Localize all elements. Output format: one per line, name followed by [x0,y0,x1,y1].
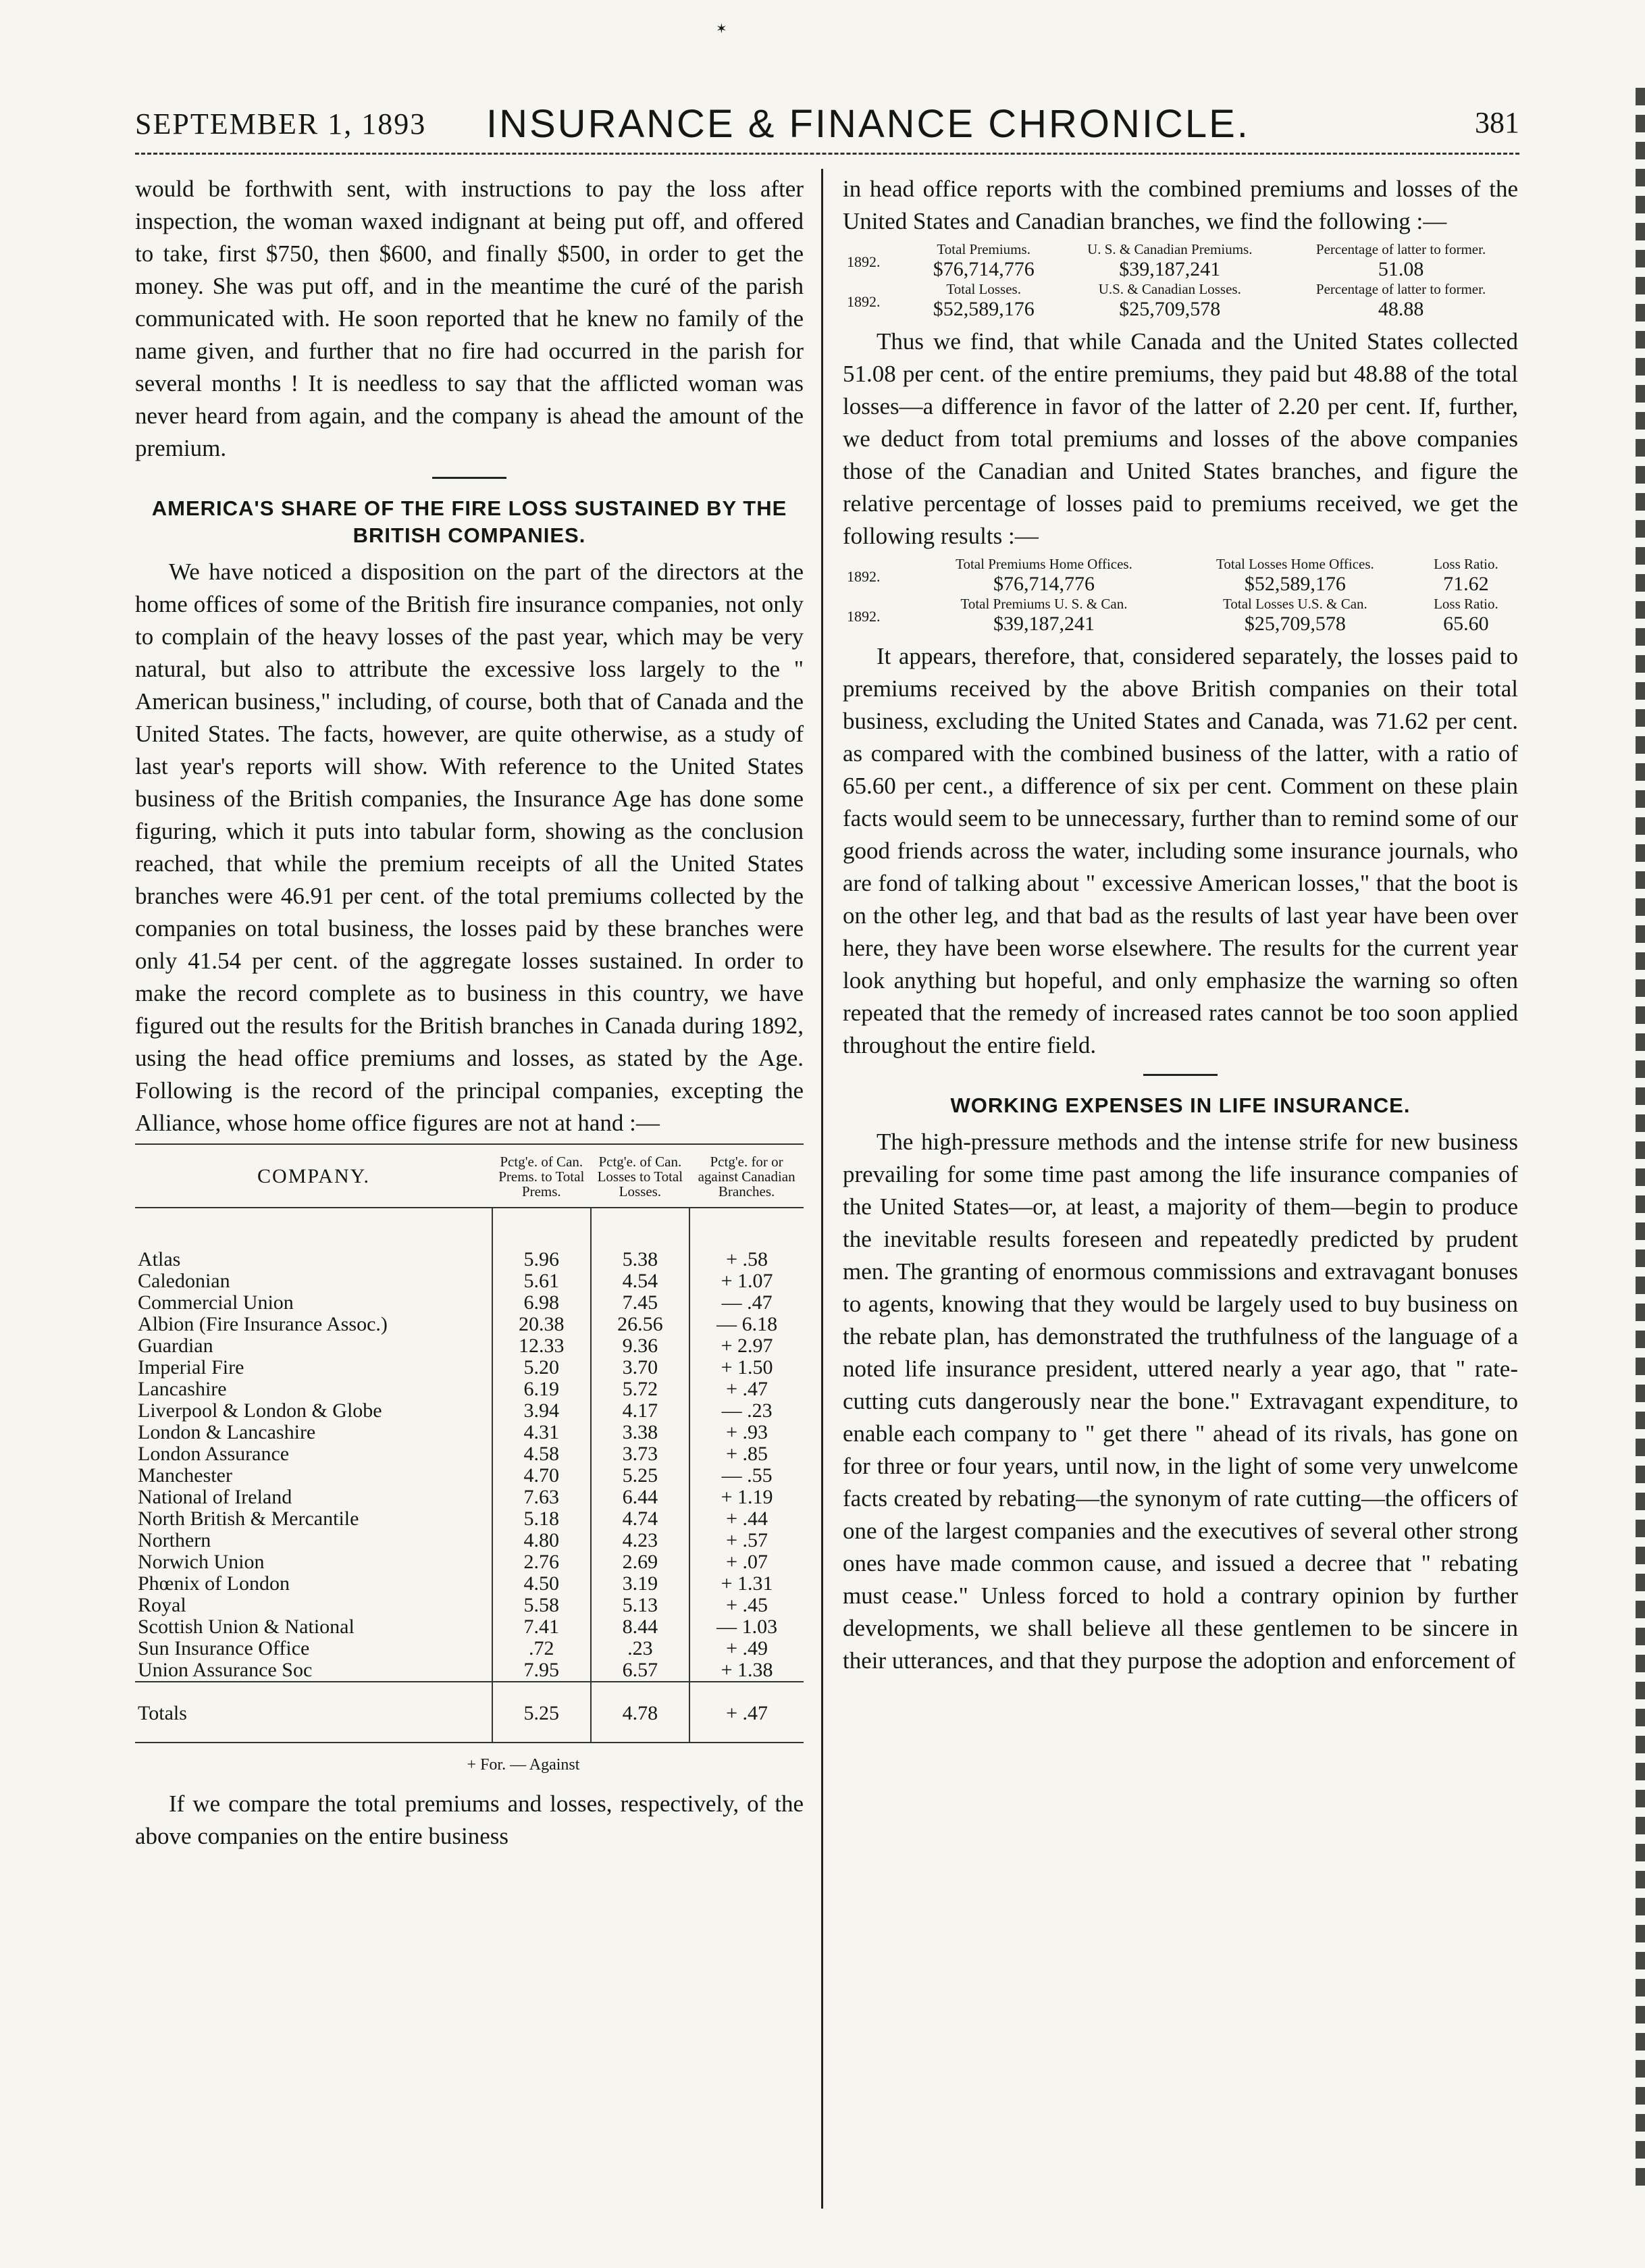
pct-for-against: + .49 [689,1638,804,1659]
pct-can-losses: 4.74 [591,1508,690,1530]
row-year: 1892. [847,567,881,585]
pct-can-prems: 4.58 [492,1443,591,1465]
totals-losses: 4.78 [591,1682,690,1743]
pct-can-losses: 26.56 [591,1314,690,1335]
pct-for-against: + .44 [689,1508,804,1530]
company-name: Northern [138,1529,211,1551]
pct-can-prems: 6.98 [492,1292,591,1314]
row-value: $25,709,578 [1244,613,1346,635]
company-name: North British & Mercantile [138,1507,359,1530]
table-row [135,1659,804,1682]
section-rule [432,477,506,479]
row-label: Total Premiums. [937,241,1030,257]
table-row [135,1357,804,1378]
row-value: $52,589,176 [933,298,1035,320]
table-row [135,1616,804,1638]
pct-can-prems: 5.20 [492,1357,591,1378]
appears-paragraph: It appears, therefore, that, considered separately, the losses paid to premiums received by the above British companies on their total business, excluding the United States and Canada, was 71.62 per cent. as compared with the combined business of the latter, with a ratio of 65.60 per cent., a difference of six per cent. Comment on these plain facts would seem to be unnecessary, further than to remind some of our good friends across the water, including some insurance journals, who are fond of talking about " excessive American losses," that the boot is on the other leg, and that bad as the results of last year have been over here, they have been worse elsewhere. The results for the current year look anything but hopeful, and only emphasize the warning so often repeated that the remedy of increased rates cannot be too soon applied throughout the entire field. [843,643,1518,1058]
company-name: Commercial Union [138,1291,294,1314]
table-row [135,1530,804,1551]
row-value: $39,187,241 [993,613,1095,635]
pct-for-against: + 1.31 [689,1573,804,1595]
pct-for-against: + .47 [689,1378,804,1400]
pct-can-prems: 7.41 [492,1616,591,1638]
pct-for-against: — .55 [689,1465,804,1487]
pct-for-against: — .23 [689,1400,804,1422]
pct-can-prems: 20.38 [492,1314,591,1335]
pct-can-losses: 7.45 [591,1292,690,1314]
table-row [135,1422,804,1443]
company-name: Liverpool & London & Globe [138,1399,382,1422]
totals-label: Totals [135,1682,492,1743]
row-label: Total Premiums Home Offices. [956,556,1132,572]
premiums-losses-table [843,242,1518,321]
row-label: Loss Ratio. [1434,596,1498,612]
pct-can-losses: 3.19 [591,1573,690,1595]
pct-can-prems: 6.19 [492,1378,591,1400]
page-header [135,101,1519,149]
row-value: 48.88 [1378,298,1424,320]
thus-paragraph: Thus we find, that while Canada and the United States collected 51.08 per cent. of the entire premiums, they paid but 48.88 of the total losses—a difference in favor of the latter of 2.20 per cent. If, further, we deduct from total premiums and losses of the above companies those of the Canadian and United States branches, and figure the relative percentage of losses paid to premiums received, we get the following results :— [843,328,1518,549]
company-name: Royal [138,1594,186,1616]
left-column [135,173,804,1853]
pct-can-losses: 8.44 [591,1616,690,1638]
row-label: Percentage of latter to former. [1315,281,1486,297]
article-heading: AMERICA'S SHARE OF THE FIRE LOSS SUSTAINED BY THE BRITISH COMPANIES. [151,496,787,547]
table-row [135,1508,804,1530]
table-row [135,1270,804,1292]
table-row [135,1638,804,1659]
company-name: Phœnix of London [138,1572,290,1595]
pct-can-prems: 7.63 [492,1487,591,1508]
pct-for-against: — 1.03 [689,1616,804,1638]
company-name: Scottish Union & National [138,1616,355,1638]
top-mark-icon: ✶ [716,22,727,36]
company-name: Union Assurance Soc [138,1659,313,1681]
pct-can-losses: 2.69 [591,1551,690,1573]
company-name: London & Lancashire [138,1421,316,1443]
pct-for-against: — .47 [689,1292,804,1314]
pct-for-against: + .58 [689,1249,804,1270]
pct-can-losses: 6.57 [591,1659,690,1682]
pct-can-prems: 3.94 [492,1400,591,1422]
pct-for-against: + 1.07 [689,1270,804,1292]
row-year: 1892. [847,607,881,625]
pct-can-prems: 5.58 [492,1595,591,1616]
small-table-row [843,257,1518,282]
totals-for-against: + .47 [689,1682,804,1743]
table-row [135,1551,804,1573]
row-year: 1892. [847,292,881,310]
pct-can-losses: 4.17 [591,1400,690,1422]
column-header-prems: Pctg'e. of Can. Prems. to Total Prems. [492,1144,591,1208]
pct-can-prems: 4.80 [492,1530,591,1551]
pct-can-prems: 7.95 [492,1659,591,1682]
column-header-company: COMPANY. [135,1144,492,1208]
pct-for-against: + .93 [689,1422,804,1443]
table-body [135,1208,804,1743]
row-value: 51.08 [1378,258,1424,280]
row-label: Total Losses Home Offices. [1216,556,1374,572]
row-value: $25,709,578 [1119,298,1221,320]
small-table-row [843,282,1518,297]
table-row [135,1400,804,1422]
row-value: $52,589,176 [1244,573,1346,595]
pct-for-against: + .85 [689,1443,804,1465]
table-row [135,1314,804,1335]
company-name: Lancashire [138,1378,227,1400]
pct-can-losses: 4.54 [591,1270,690,1292]
company-name: Sun Insurance Office [138,1637,310,1659]
row-value: $76,714,776 [993,573,1095,595]
totals-row [135,1682,804,1743]
pct-for-against: + 2.97 [689,1335,804,1357]
pct-can-prems: .72 [492,1638,591,1659]
row-value: $76,714,776 [933,258,1035,280]
row-value: 65.60 [1443,613,1489,635]
company-name: Guardian [138,1335,213,1357]
life-insurance-paragraph: The high-pressure methods and the intense strife for new business prevailing for some time past among the life insurance companies of the United States—or, at least, a majority of them—begin to produce the inevitable results foreseen and repeatedly predicted by prudent men. The granting of enormous commissions and extravagant bonuses to agents, knowing that they would be largely used to buy business on the rebate plan, has demonstrated the truthfulness of the language of a noted life insurance president, uttered nearly a year ago, that " rate-cutting cuts dangerously near the bone." Extravagant expenditure, to enable each company to " get there " ahead of its rivals, has gone on for three or four years, until now, in the light of some very unwelcome facts created by rebating—the synonym of rate cutting—the officers of one of the largest companies and the executives of several other strong ones have made common cause, and issued a decree that " rebating must cease." Unless forced to hold a contrary opinion by further developments, we shall believe all these gentlemen to be sincere in their utterances, and that they purpose the adoption and enforcement of [843,1129,1518,1674]
company-name: London Assurance [138,1443,290,1465]
table-row [135,1573,804,1595]
company-name: Caledonian [138,1270,230,1292]
header-rule [135,153,1519,155]
pct-can-prems: 5.96 [492,1249,591,1270]
issue-date: SEPTEMBER 1, 1893 [135,107,427,140]
small-table-row [843,596,1518,612]
row-label: U.S. & Canadian Losses. [1098,281,1241,297]
table-row [135,1443,804,1465]
right-column [843,173,1518,1677]
pct-can-losses: 5.13 [591,1595,690,1616]
pct-for-against: + 1.38 [689,1659,804,1682]
continuation-paragraph: in head office reports with the combined premiums and losses of the United States and Canadian branches, we find the following :— [843,176,1518,234]
table-row [135,1595,804,1616]
life-insurance-heading: WORKING EXPENSES IN LIFE INSURANCE. [950,1093,1411,1117]
row-label: Loss Ratio. [1434,556,1498,572]
table-row [135,1465,804,1487]
totals-prems: 5.25 [492,1682,591,1743]
small-table-row [843,242,1518,257]
pct-for-against: + .07 [689,1551,804,1573]
pct-for-against: + .45 [689,1595,804,1616]
pct-can-losses: 5.72 [591,1378,690,1400]
row-label: Total Losses U.S. & Can. [1223,596,1367,612]
article-body-paragraph: We have noticed a disposition on the part of the directors at the home offices of some of the British fire insurance companies, not only to complain of the heavy losses of the past year, which may be very natural, but also to attribute the excessive loss largely to the " American business," including, of course, both that of Canada and the United States. The facts, however, are quite otherwise, as a study of last year's reports will show. With reference to the United States business of the British companies, the Insurance Age has done some figuring, which it puts into tabular form, showing as the conclusion reached, that while the premium receipts of all the United States branches were 46.91 per cent. of the total premiums collected by the companies on total business, the losses paid by these branches were only 41.54 per cent. of the aggregate losses sustained. In order to make the record complete as to business in this country, we have figured out the results for the British branches in Canada during 1892, using the head office premiums and losses, as stated by the Age. Following is the record of the principal companies, excepting the Alliance, whose home office figures are not at hand :— [135,559,804,1136]
column-header-for-against: Pctg'e. for or against Canadian Branches. [689,1144,804,1208]
pct-for-against: — 6.18 [689,1314,804,1335]
pct-can-prems: 2.76 [492,1551,591,1573]
company-name: Imperial Fire [138,1356,244,1378]
pct-for-against: + .57 [689,1530,804,1551]
publication-title: INSURANCE & FINANCE CHRONICLE. [486,102,1250,146]
row-label: Total Losses. [946,281,1021,297]
company-name: National of Ireland [138,1486,292,1508]
pct-can-prems: 12.33 [492,1335,591,1357]
table-legend: + For. — Against [467,1756,580,1774]
pct-can-losses: .23 [591,1638,690,1659]
pct-for-against: + 1.50 [689,1357,804,1378]
pct-can-losses: 3.73 [591,1443,690,1465]
table-row [135,1487,804,1508]
pct-can-losses: 3.38 [591,1422,690,1443]
pct-can-prems: 5.18 [492,1508,591,1530]
pct-can-losses: 5.25 [591,1465,690,1487]
pct-can-prems: 5.61 [492,1270,591,1292]
row-label: Percentage of latter to former. [1315,241,1486,257]
table-row [135,1292,804,1314]
pct-can-losses: 6.44 [591,1487,690,1508]
pct-can-prems: 4.70 [492,1465,591,1487]
small-table-row [843,612,1518,636]
pct-for-against: + 1.19 [689,1487,804,1508]
company-name: Norwich Union [138,1551,265,1573]
company-percentage-table [135,1143,804,1743]
loss-ratio-table [843,557,1518,636]
pct-can-losses: 4.23 [591,1530,690,1551]
table-row [135,1378,804,1400]
scan-edge-decoration [1636,88,1645,2195]
row-value: $39,187,241 [1119,258,1221,280]
row-value: 71.62 [1443,573,1489,595]
pct-can-losses: 5.38 [591,1249,690,1270]
section-rule [1143,1074,1218,1076]
company-name: Albion (Fire Insurance Assoc.) [138,1313,388,1335]
column-divider [821,169,823,2209]
table-row [135,1335,804,1357]
column-header-losses: Pctg'e. of Can. Losses to Total Losses. [591,1144,690,1208]
small-table-row [843,557,1518,572]
table-row [135,1249,804,1270]
pct-can-prems: 4.31 [492,1422,591,1443]
closing-paragraph: If we compare the total premiums and losses, respectively, of the above companies on the entire business [135,1790,804,1849]
company-name: Manchester [138,1464,232,1487]
row-year: 1892. [847,253,881,270]
row-label: Total Premiums U. S. & Can. [960,596,1128,612]
small-table-row [843,572,1518,596]
page-number: 381 [1475,106,1519,139]
pct-can-losses: 3.70 [591,1357,690,1378]
pct-can-losses: 9.36 [591,1335,690,1357]
small-table-row [843,297,1518,321]
table-header-row [135,1144,804,1208]
intro-paragraph: would be forthwith sent, with instructions to pay the loss after inspection, the woman waxed indignant at being put off, and offered to take, first $750, then $600, and finally $500, in order to get the money. She was put off, and in the meantime the curé of the parish communicated with. He soon reported that he knew no family of the name given, and further that no fire had occurred in the parish for several months ! It is needless to say that the afflicted woman was never heard from again, and the company is ahead the amount of the premium. [135,176,804,461]
company-name: Atlas [138,1248,181,1270]
row-label: U. S. & Canadian Premiums. [1087,241,1253,257]
table-spacer-row [135,1208,804,1249]
pct-can-prems: 4.50 [492,1573,591,1595]
